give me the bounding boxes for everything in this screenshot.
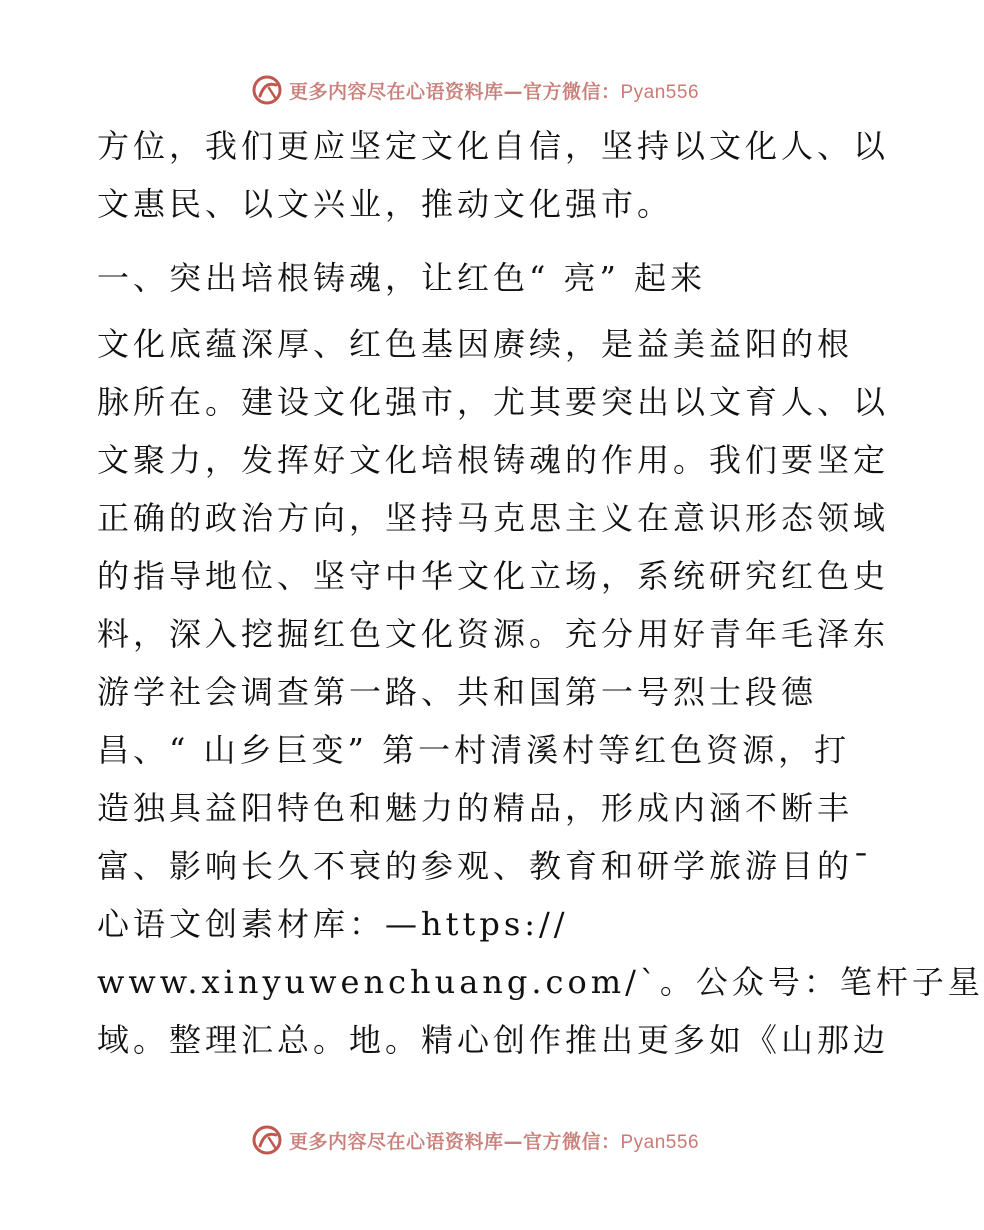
- text-line: 文聚力，发挥好文化培根铸魂的作用。我们要坚定: [97, 441, 890, 479]
- text-line: 心语文创素材库：—https://: [97, 905, 569, 943]
- text-line: 文惠民、以文兴业，推动文化强市。: [97, 185, 674, 223]
- text-line: 料，深入挖掘红色文化资源。充分用好青年毛泽东: [97, 615, 890, 653]
- banner-text: [289, 77, 699, 104]
- banner-label: 更多内容尽在心语资料库—官方微信：: [288, 80, 621, 103]
- text-line: www.xinyuwenchuang.com/`。公众号：笔杆子星: [97, 963, 984, 1001]
- text-line: 正确的政治方向，坚持马克思主义在意识形态领域: [97, 499, 890, 537]
- wechat-id: Pyan556: [620, 1131, 700, 1153]
- text-line: 脉所在。建设文化强市，尤其要突出以文育人、以: [97, 383, 890, 421]
- banner-label: 更多内容尽在心语资料库—官方微信：: [288, 1130, 621, 1153]
- text-line: 造独具益阳特色和魅力的精品，形成内涵不断丰: [97, 789, 854, 827]
- brand-logo-icon: [251, 1124, 283, 1156]
- brand-logo-icon: [251, 74, 283, 106]
- wechat-id: Pyan556: [620, 81, 700, 103]
- banner-text: [289, 1127, 699, 1154]
- text-line: 昌、“ 山乡巨变” 第一村清溪村等红色资源，打: [97, 731, 851, 769]
- document-body: [97, 117, 984, 1069]
- text-line: 游学社会调查第一路、共和国第一号烈士段德: [97, 673, 818, 711]
- text-line: 富、影响长久不衰的参观、教育和研学旅游目的¯: [97, 847, 874, 885]
- text-line: 方位，我们更应坚定文化自信，坚持以文化人、以: [97, 127, 890, 165]
- section-heading: 一、突出培根铸魂，让红色“ 亮” 起来: [97, 259, 707, 297]
- text-line: 文化底蕴深厚、红色基因赓续，是益美益阳的根: [97, 325, 854, 363]
- text-line: 域。整理汇总。地。精心创作推出更多如《山那边: [97, 1021, 890, 1059]
- header-banner: [0, 70, 950, 110]
- footer-banner: [0, 1120, 950, 1160]
- text-line: 的指导地位、坚守中华文化立场，系统研究红色史: [97, 557, 890, 595]
